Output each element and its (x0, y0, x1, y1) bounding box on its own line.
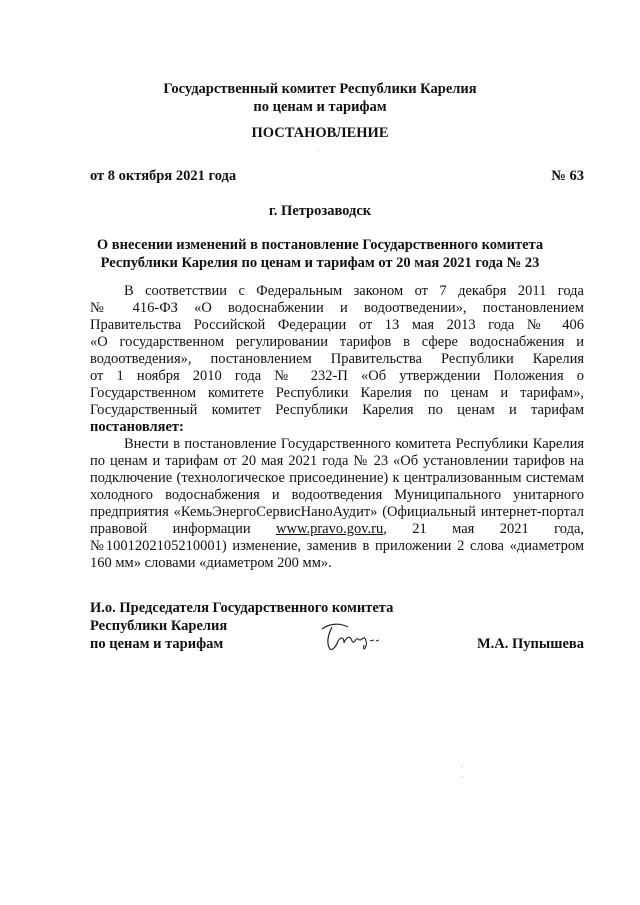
handwritten-signature (318, 619, 384, 655)
document-city: г. Петрозаводск (268, 203, 372, 219)
scan-speck (462, 776, 463, 777)
issuer-line-1: Государственный комитет Республики Карелия (163, 81, 477, 97)
preamble-line: «О государственном регулировании тарифов в сфере водоснабжения и (90, 334, 584, 350)
scan-speck (318, 150, 319, 151)
preamble-line: Государственный комитет Республики Карелия по ценам и тарифам (90, 402, 584, 418)
resolution-line: предприятия «КемьЭнергоСервисНаноАудит» (Официальный интернет-портал (90, 504, 584, 520)
subject-line-1: О внесении изменений в постановление Государственного комитета (96, 237, 544, 253)
signer-name: М.А. Пупышева (477, 636, 584, 652)
link-prefix-text: правовой информации (90, 521, 251, 537)
issuer-line-2: по ценам и тарифам (253, 99, 387, 115)
resolution-line: холодного водоснабжения и водоотведения Муниципального унитарного (90, 487, 584, 503)
resolution-line: Внести в постановление Государственного комитета Республики Карелия (124, 436, 584, 452)
preamble-paragraph (90, 283, 584, 436)
preamble-line: водоотведения», постановлением Правительства Республики Карелия (90, 351, 584, 367)
resolution-line: №1001202105210001) изменение, заменив в приложении 2 слова «диаметром (90, 538, 584, 554)
pravo-portal-link[interactable]: www.pravo.gov.ru (276, 521, 384, 537)
scan-speck (461, 766, 462, 767)
resolution-line-with-link (90, 521, 584, 538)
signer-title-line-3: по ценам и тарифам (90, 636, 224, 652)
signer-title-line-1: И.о. Председателя Государственного комитета (90, 600, 394, 616)
preamble-line: № 416-ФЗ «О водоснабжении и водоотведении», постановлением (90, 300, 584, 316)
subject-line-2: Республики Карелия по ценам и тарифам от 20 мая 2021 года № 23 (100, 255, 540, 271)
preamble-line: от 1 ноября 2010 года № 232-П «Об утверждении Положения о (90, 368, 584, 384)
resolves-word: постановляет: (90, 419, 184, 435)
document-number: № 63 (551, 168, 584, 184)
resolution-line: по ценам и тарифам от 20 мая 2021 года № 23 «Об установлении тарифов на (90, 453, 584, 469)
preamble-line: Правительства Российской Федерации от 13 мая 2013 года № 406 (90, 317, 584, 333)
document-type: ПОСТАНОВЛЕНИЕ (251, 125, 389, 141)
resolution-paragraph (90, 436, 584, 572)
signer-title-line-2: Республики Карелия (90, 618, 228, 634)
resolution-line: 160 мм» словами «диаметром 200 мм». (90, 555, 332, 571)
preamble-line: Государственном комитете Республики Карелия по ценам и тарифам», (90, 385, 584, 401)
resolution-line: подключение (технологическое присоединение) к централизованным системам (90, 470, 584, 486)
link-suffix-text: , 21 мая 2021 года, (383, 521, 585, 537)
preamble-line: В соответствии с Федеральным законом от 7 декабря 2011 года (124, 283, 584, 299)
document-date: от 8 октября 2021 года (90, 168, 237, 184)
